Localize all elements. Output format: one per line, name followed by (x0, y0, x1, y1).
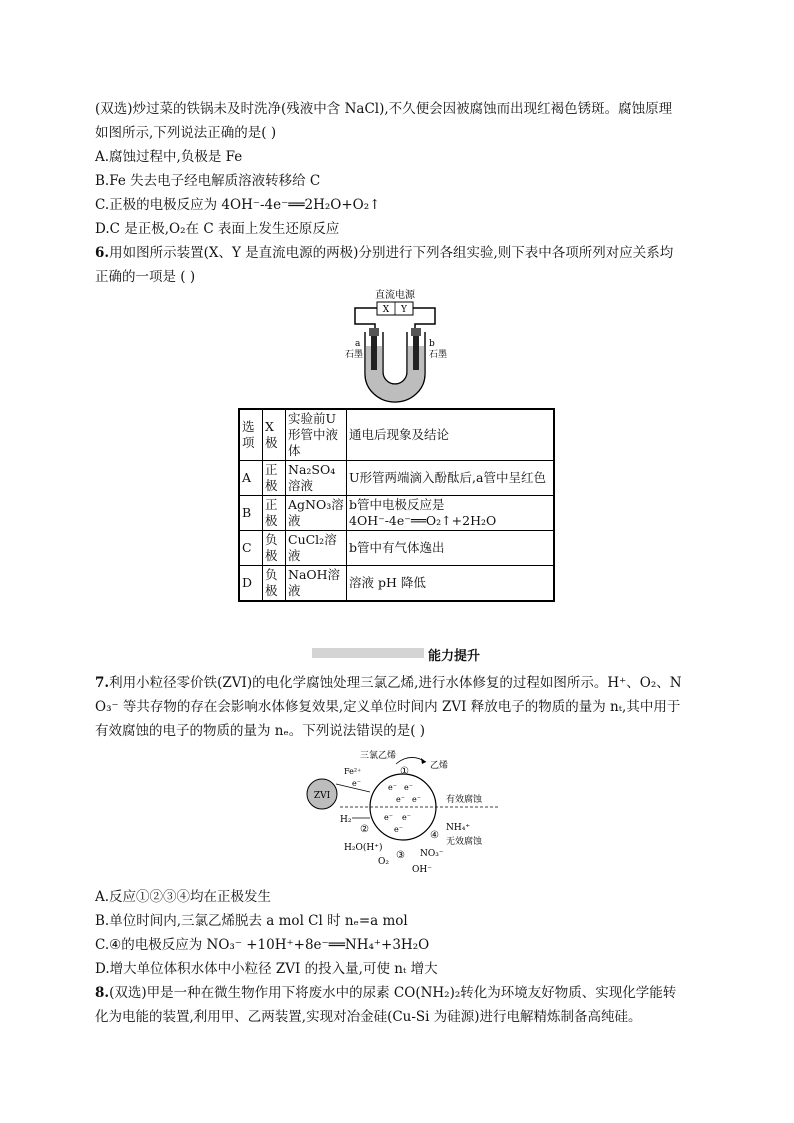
row-liquid: Na₂SO₄溶液 (286, 461, 347, 496)
row-option: C (239, 531, 263, 566)
electron-label: e⁻ (384, 813, 393, 822)
electron-label: e⁻ (388, 783, 397, 792)
row-x-pole: 正极 (263, 496, 286, 531)
q6-number: 6. (95, 245, 110, 261)
h2-label: H₂ (340, 815, 352, 825)
q6-stem-text: 用如图所示装置(X、Y 是直流电源的两极)分别进行下列各组实验,则下表中各项所列对应关系均 (109, 245, 674, 261)
zvi-corrosion-figure (300, 744, 510, 876)
q7-stem-line1 (95, 674, 682, 692)
reaction-3-label: ③ (396, 850, 405, 861)
q8-stem-text: (双选)甲是一种在微生物作用下将废水中的尿素 CO(NH₂)₂转化为环境友好物质、实现化学能转 (109, 985, 677, 1001)
q7-option-a: A.反应①②③④均在正极发生 (95, 889, 272, 905)
o2-label: O₂ (378, 857, 389, 867)
electrode-b-label: b (429, 339, 435, 349)
q5-stem-line2: 如图所示,下列说法正确的是( ) (95, 125, 277, 141)
row-liquid: CuCl₂溶液 (286, 531, 347, 566)
electrode-a-label: a (355, 339, 361, 349)
header-result: 通电后现象及结论 (347, 409, 555, 461)
q5-stem-line1: (双选)炒过菜的铁锅未及时洗净(残液中含 NaCl),不久便会因被腐蚀而出现红褐色锈斑。腐蚀原理 (95, 101, 673, 117)
pole-x-label: X (382, 305, 390, 315)
q7-option-b: B.单位时间内,三氯乙烯脱去 a mol Cl 时 nₑ=a mol (95, 913, 408, 929)
row-option: B (239, 496, 263, 531)
row-result: b管中有气体逸出 (347, 531, 555, 566)
q5-option-d: D.C 是正极,O₂在 C 表面上发生还原反应 (95, 221, 340, 237)
electron-label: e⁻ (396, 795, 405, 804)
h2o-label: H₂O(H⁺) (344, 843, 383, 853)
section-title: 能力提升 (428, 649, 481, 664)
electron-label: e⁻ (352, 779, 361, 788)
q7-stem-line3: 有效腐蚀的电子的物质的量为 nₑ。下列说法错误的是( ) (95, 723, 426, 739)
header-option: 选项 (239, 409, 263, 461)
nh4-label: NH₄⁺ (446, 823, 471, 833)
fe2-label: Fe²⁺ (344, 767, 362, 776)
row-option: A (239, 461, 263, 496)
reaction-2-label: ② (360, 824, 369, 835)
left-graphite-label: 石墨 (345, 350, 364, 360)
electron-label: e⁻ (412, 795, 421, 804)
header-liquid: 实验前U形管中液体 (286, 409, 347, 461)
left-graphite-electrode (371, 336, 377, 370)
q7-stem-line2: O₃⁻ 等共存物的存在会影响水体修复效果,定义单位时间内 ZVI 释放电子的物质的量为 nₜ,其中用于 (95, 699, 681, 715)
electrolysis-u-tube-figure (335, 284, 455, 404)
trichloroethylene-label: 三氯乙烯 (360, 751, 397, 761)
table-row (239, 566, 554, 602)
table-header-row (239, 409, 554, 461)
q5-option-b: B.Fe 失去电子经电解质溶液转移给 C (95, 173, 321, 189)
no3-label: NO₃⁻ (420, 849, 444, 859)
q8-stem-line1 (95, 984, 676, 1002)
effective-corrosion-label: 有效腐蚀 (446, 795, 483, 805)
oh-label: OH⁻ (412, 865, 432, 875)
row-x-pole: 正极 (263, 461, 286, 496)
q5-option-c: C.正极的电极反应为 4OH⁻-4e⁻══2H₂O+O₂↑ (95, 197, 381, 213)
right-graphite-electrode (413, 336, 419, 370)
electron-label: e⁻ (404, 783, 413, 792)
table-row (239, 461, 554, 496)
row-liquid: AgNO₃溶液 (286, 496, 347, 531)
table-row (239, 531, 554, 566)
q6-stem-line1 (95, 244, 673, 262)
zvi-label: ZVI (313, 791, 331, 801)
header-x-pole: X极 (263, 409, 286, 461)
row-result: 溶液 pH 降低 (347, 566, 555, 602)
q7-option-d: D.增大单位体积水体中小粒径 ZVI 的投入量,可使 nₜ 增大 (95, 961, 438, 977)
table-row (239, 496, 554, 531)
q7-number: 7. (95, 675, 110, 691)
row-option: D (239, 566, 263, 602)
pole-y-label: Y (401, 305, 407, 315)
power-label: 直流电源 (375, 290, 415, 301)
reaction-4-label: ④ (430, 830, 439, 841)
section-bar (312, 648, 424, 658)
row-result: b管中电极反应是 4OH⁻-4e⁻══O₂↑+2H₂O (347, 496, 555, 531)
q6-options-table (238, 408, 555, 602)
ethylene-label: 乙烯 (430, 761, 449, 771)
q8-stem-line2: 化为电能的装置,利用甲、乙两装置,实现对冶金硅(Cu-Si 为硅源)进行电解精炼制备高纯硅。 (95, 1009, 642, 1025)
q8-number: 8. (95, 985, 110, 1001)
row-x-pole: 负极 (263, 531, 286, 566)
q6-stem-line2: 正确的一项是 ( ) (95, 269, 196, 285)
electron-label: e⁻ (402, 813, 411, 822)
q7-option-c: C.④的电极反应为 NO₃⁻ +10H⁺+8e⁻══NH₄⁺+3H₂O (95, 937, 430, 953)
row-x-pole: 负极 (263, 566, 286, 602)
q5-option-a: A.腐蚀过程中,负极是 Fe (95, 149, 243, 165)
q7-stem-text: 利用小粒径零价铁(ZVI)的电化学腐蚀处理三氯乙烯,进行水体修复的过程如图所示。H⁺、O₂、N (109, 675, 682, 691)
row-result: U形管两端滴入酚酞后,a管中呈红色 (347, 461, 555, 496)
electron-label: e⁻ (394, 825, 403, 834)
right-graphite-label: 石墨 (429, 350, 448, 360)
reaction-1-label: ① (400, 766, 409, 777)
ineffective-corrosion-label: 无效腐蚀 (446, 837, 483, 847)
row-liquid: NaOH溶液 (286, 566, 347, 602)
